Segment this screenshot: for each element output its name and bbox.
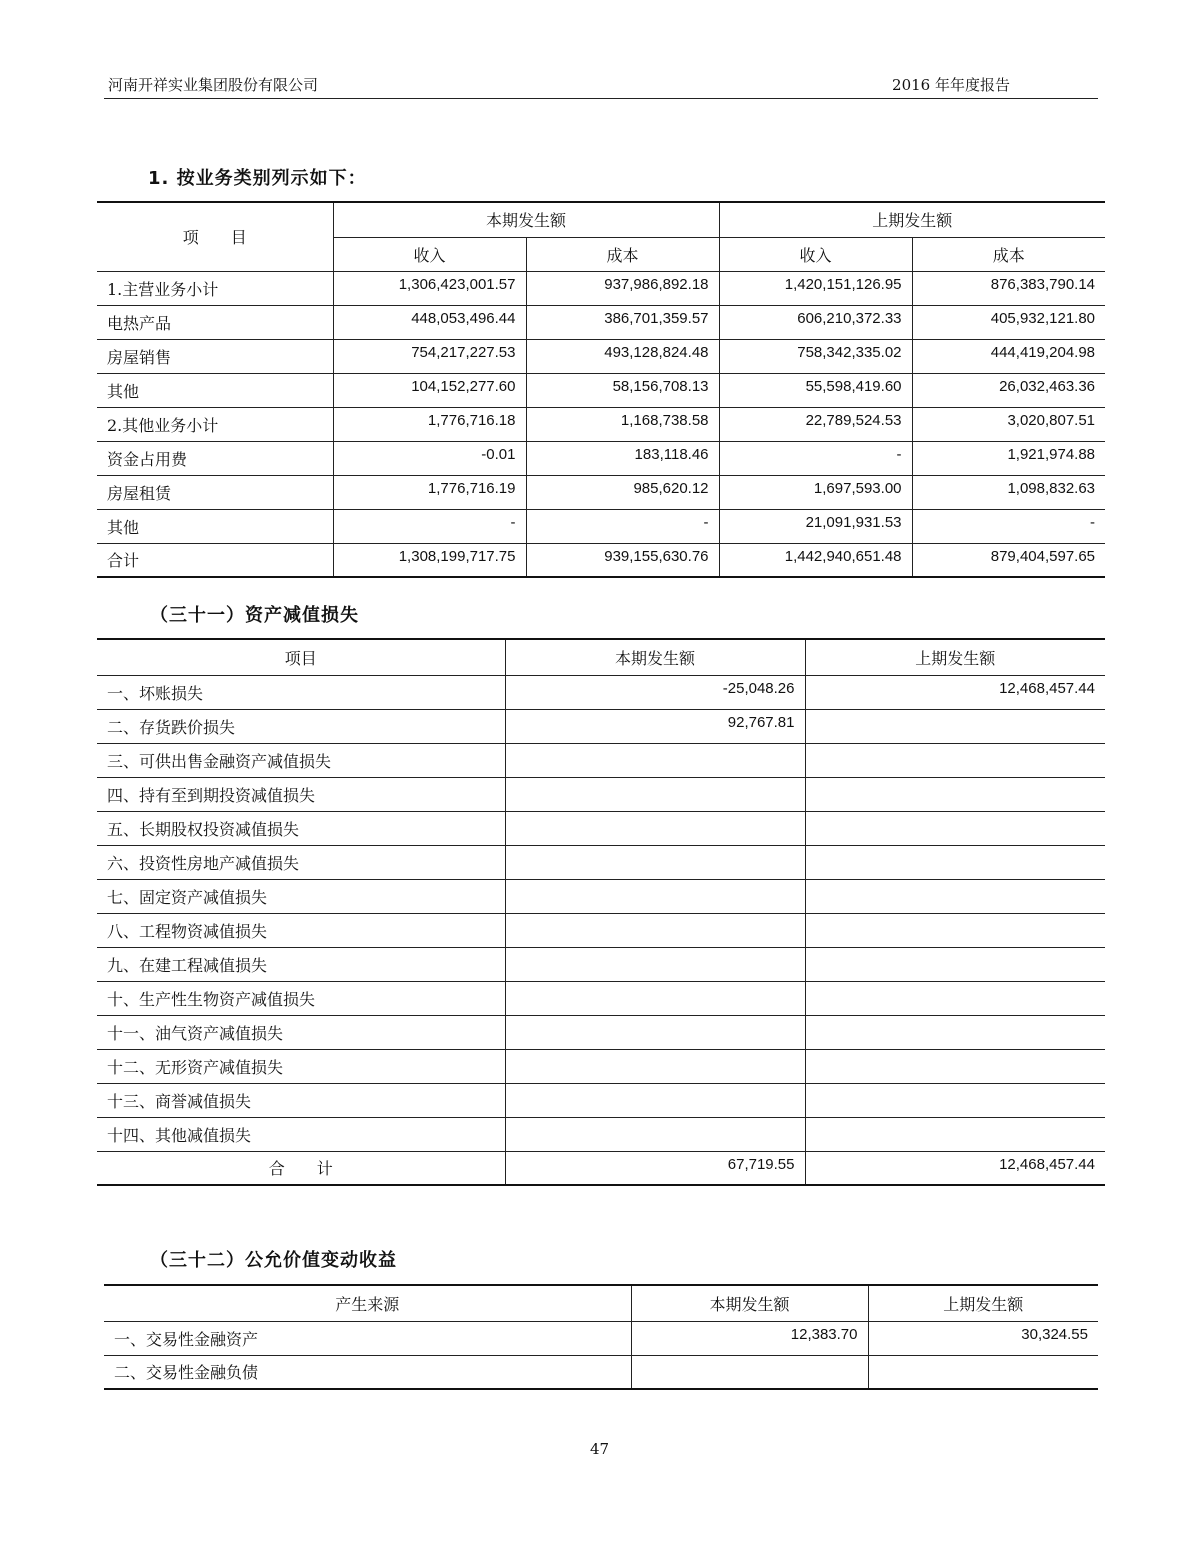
- prior-amount: [805, 879, 1105, 913]
- table-row: [97, 811, 1105, 845]
- company-name: 河南开祥实业集团股份有限公司: [108, 76, 319, 94]
- prior-amount: [805, 1049, 1105, 1083]
- row-label: 十、生产性生物资产减值损失: [97, 981, 505, 1015]
- table-row: [97, 441, 1105, 475]
- table-total-row: [97, 1151, 1105, 1185]
- report-title: 2016 年年度报告: [892, 76, 1010, 94]
- col-source-header: 产生来源: [104, 1285, 631, 1321]
- prior-cost: 1,098,832.63: [912, 475, 1105, 509]
- current-amount: [631, 1355, 868, 1389]
- col-current-header: 本期发生额: [631, 1285, 868, 1321]
- prior-income: 21,091,931.53: [719, 509, 912, 543]
- prior-amount: [805, 913, 1105, 947]
- row-label: 四、持有至到期投资减值损失: [97, 777, 505, 811]
- current-income: -0.01: [333, 441, 526, 475]
- current-amount: 12,383.70: [631, 1321, 868, 1355]
- business-category-table: [97, 201, 1105, 578]
- prior-cost: 879,404,597.65: [912, 543, 1105, 577]
- table-header-row: [104, 1285, 1098, 1321]
- prior-income: 22,789,524.53: [719, 407, 912, 441]
- current-cost: 1,168,738.58: [526, 407, 719, 441]
- prior-amount: [805, 1015, 1105, 1049]
- col-prior-cost: 成本: [912, 237, 1105, 271]
- prior-income: 1,697,593.00: [719, 475, 912, 509]
- prior-income: -: [719, 441, 912, 475]
- row-label: 合计: [97, 543, 333, 577]
- col-item-header: 项 目: [97, 202, 333, 271]
- current-cost: 183,118.46: [526, 441, 719, 475]
- row-label: 资金占用费: [97, 441, 333, 475]
- row-label: 十二、无形资产减值损失: [97, 1049, 505, 1083]
- row-label: 一、坏账损失: [97, 675, 505, 709]
- current-amount: [505, 1083, 805, 1117]
- table-row: [97, 1015, 1105, 1049]
- table-row: [97, 947, 1105, 981]
- prior-cost: 3,020,807.51: [912, 407, 1105, 441]
- col-prior-income: 收入: [719, 237, 912, 271]
- prior-amount: 12,468,457.44: [805, 675, 1105, 709]
- table-row: [97, 1049, 1105, 1083]
- current-income: 104,152,277.60: [333, 373, 526, 407]
- current-amount: [505, 777, 805, 811]
- col-current-income: 收入: [333, 237, 526, 271]
- current-amount: [505, 981, 805, 1015]
- current-cost: 493,128,824.48: [526, 339, 719, 373]
- row-label: 七、固定资产减值损失: [97, 879, 505, 913]
- row-label: 1.主营业务小计: [97, 271, 333, 305]
- current-cost: 937,986,892.18: [526, 271, 719, 305]
- prior-income: 606,210,372.33: [719, 305, 912, 339]
- current-income: 1,776,716.18: [333, 407, 526, 441]
- prior-amount: 30,324.55: [868, 1321, 1098, 1355]
- current-amount: [505, 1049, 805, 1083]
- table-row: [97, 339, 1105, 373]
- row-label: 二、交易性金融负债: [104, 1355, 631, 1389]
- col-current-cost: 成本: [526, 237, 719, 271]
- prior-cost: 876,383,790.14: [912, 271, 1105, 305]
- prior-cost: -: [912, 509, 1105, 543]
- table-row: [97, 913, 1105, 947]
- current-amount: -25,048.26: [505, 675, 805, 709]
- row-label: 九、在建工程减值损失: [97, 947, 505, 981]
- current-amount: [505, 811, 805, 845]
- table-row: [97, 981, 1105, 1015]
- table-row: [97, 475, 1105, 509]
- row-label: 三、可供出售金融资产减值损失: [97, 743, 505, 777]
- prior-amount: [805, 811, 1105, 845]
- current-amount: 92,767.81: [505, 709, 805, 743]
- col-current-header: 本期发生额: [333, 202, 719, 237]
- table-row: [97, 743, 1105, 777]
- col-current-header: 本期发生额: [505, 639, 805, 675]
- table-row: [97, 271, 1105, 305]
- current-income: 448,053,496.44: [333, 305, 526, 339]
- table-row: [97, 509, 1105, 543]
- prior-amount: [805, 709, 1105, 743]
- current-income: 754,217,227.53: [333, 339, 526, 373]
- current-cost: 985,620.12: [526, 475, 719, 509]
- prior-amount: [805, 743, 1105, 777]
- current-amount: [505, 845, 805, 879]
- current-cost: 939,155,630.76: [526, 543, 719, 577]
- prior-income: 1,442,940,651.48: [719, 543, 912, 577]
- total-current: 67,719.55: [505, 1151, 805, 1185]
- prior-amount: [868, 1355, 1098, 1389]
- table-row: [97, 777, 1105, 811]
- current-cost: 386,701,359.57: [526, 305, 719, 339]
- prior-amount: [805, 1083, 1105, 1117]
- table-row: [97, 373, 1105, 407]
- table-row: [97, 675, 1105, 709]
- prior-income: 55,598,419.60: [719, 373, 912, 407]
- section1-title: 1. 按业务类别列示如下：: [148, 168, 367, 189]
- current-amount: [505, 1015, 805, 1049]
- prior-cost: 1,921,974.88: [912, 441, 1105, 475]
- prior-amount: [805, 981, 1105, 1015]
- fair-value-change-table: [104, 1284, 1098, 1390]
- table-row: [97, 1083, 1105, 1117]
- table-row: [97, 305, 1105, 339]
- current-income: -: [333, 509, 526, 543]
- table-row: [97, 407, 1105, 441]
- table-header-row: [97, 639, 1105, 675]
- prior-amount: [805, 777, 1105, 811]
- row-label: 其他: [97, 509, 333, 543]
- current-amount: [505, 913, 805, 947]
- row-label: 十三、商誉减值损失: [97, 1083, 505, 1117]
- current-amount: [505, 879, 805, 913]
- current-amount: [505, 1117, 805, 1151]
- col-prior-header: 上期发生额: [868, 1285, 1098, 1321]
- prior-cost: 444,419,204.98: [912, 339, 1105, 373]
- table-row: [97, 709, 1105, 743]
- row-label: 五、长期股权投资减值损失: [97, 811, 505, 845]
- row-label: 二、存货跌价损失: [97, 709, 505, 743]
- section2-title: （三十一）资产减值损失: [150, 605, 359, 626]
- total-prior: 12,468,457.44: [805, 1151, 1105, 1185]
- current-amount: [505, 947, 805, 981]
- table-total-row: [97, 543, 1105, 577]
- prior-cost: 26,032,463.36: [912, 373, 1105, 407]
- table-row: [104, 1321, 1098, 1355]
- row-label: 房屋租赁: [97, 475, 333, 509]
- row-label: 2.其他业务小计: [97, 407, 333, 441]
- row-label: 房屋销售: [97, 339, 333, 373]
- col-prior-header: 上期发生额: [805, 639, 1105, 675]
- section3-title: （三十二）公允价值变动收益: [150, 1250, 397, 1271]
- prior-amount: [805, 947, 1105, 981]
- row-label: 十四、其他减值损失: [97, 1117, 505, 1151]
- table-row: [97, 845, 1105, 879]
- col-item-header: 项目: [97, 639, 505, 675]
- row-label: 八、工程物资减值损失: [97, 913, 505, 947]
- prior-cost: 405,932,121.80: [912, 305, 1105, 339]
- row-label: 十一、油气资产减值损失: [97, 1015, 505, 1049]
- table-row: [97, 879, 1105, 913]
- prior-amount: [805, 1117, 1105, 1151]
- page-header: [104, 70, 1098, 99]
- table-row: [104, 1355, 1098, 1389]
- table-row: [97, 1117, 1105, 1151]
- current-cost: 58,156,708.13: [526, 373, 719, 407]
- impairment-loss-table: [97, 638, 1105, 1186]
- prior-income: 758,342,335.02: [719, 339, 912, 373]
- row-label: 其他: [97, 373, 333, 407]
- current-income: 1,776,716.19: [333, 475, 526, 509]
- current-cost: -: [526, 509, 719, 543]
- prior-amount: [805, 845, 1105, 879]
- col-prior-header: 上期发生额: [719, 202, 1105, 237]
- row-label: 六、投资性房地产减值损失: [97, 845, 505, 879]
- current-amount: [505, 743, 805, 777]
- page-number: 47: [589, 1440, 610, 1458]
- row-label: 电热产品: [97, 305, 333, 339]
- row-label: 一、交易性金融资产: [104, 1321, 631, 1355]
- prior-income: 1,420,151,126.95: [719, 271, 912, 305]
- current-income: 1,308,199,717.75: [333, 543, 526, 577]
- total-label: 合 计: [97, 1151, 505, 1185]
- table-header-row: [97, 202, 1105, 237]
- current-income: 1,306,423,001.57: [333, 271, 526, 305]
